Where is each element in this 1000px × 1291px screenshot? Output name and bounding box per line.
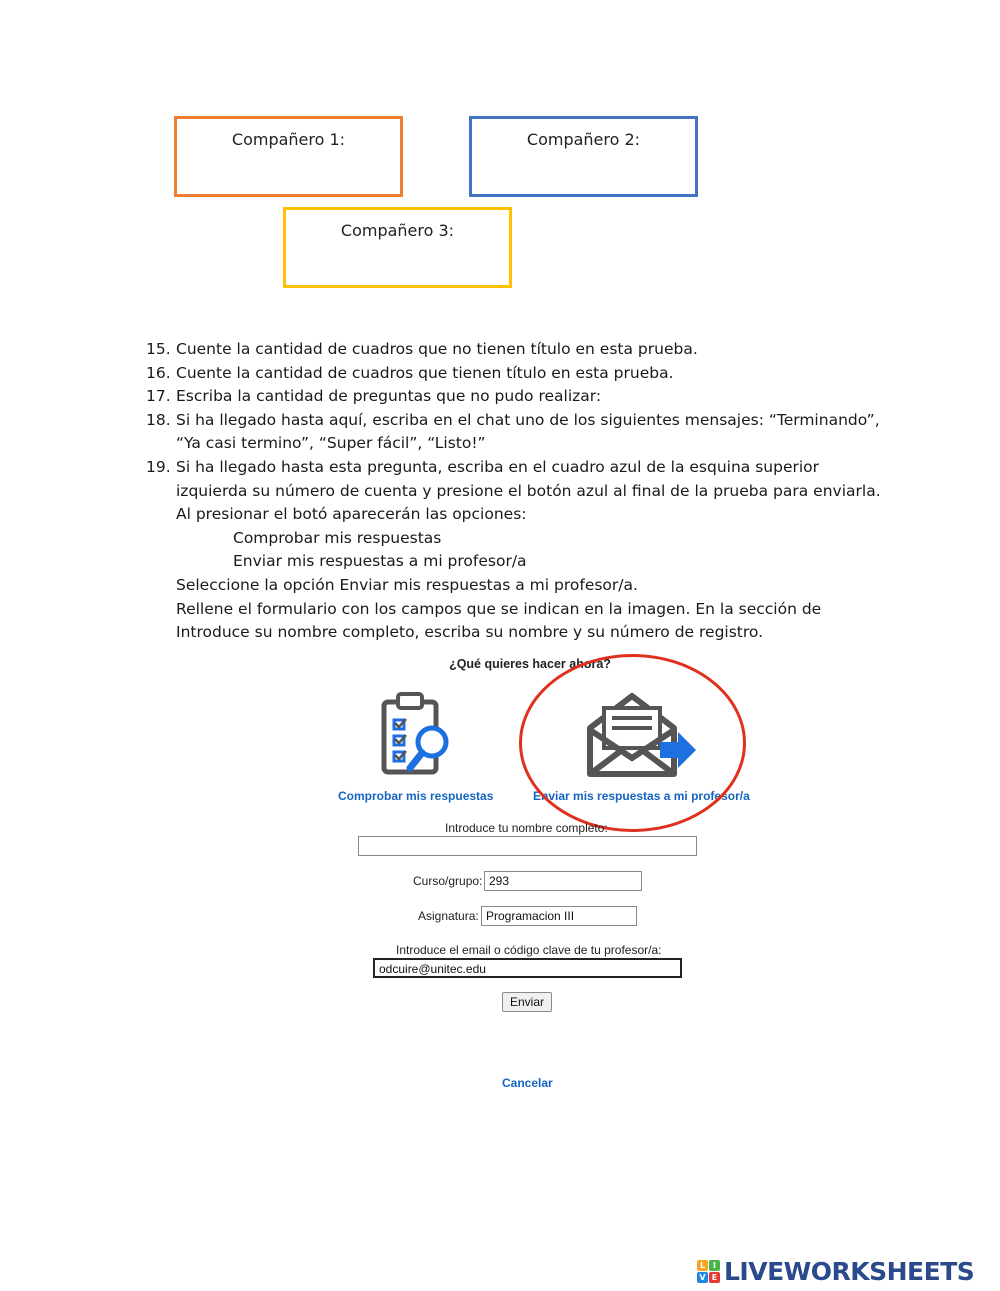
question-item: [146, 456, 886, 645]
course-input[interactable]: 293: [484, 871, 642, 891]
logo-letter: V: [697, 1272, 708, 1283]
companion-1-label: Compañero 1:: [231, 130, 346, 149]
question-number: 18.: [146, 410, 171, 429]
instruction-press: Al presionar el botó aparecerán las opciones:: [176, 505, 527, 524]
question-text: Cuente la cantidad de cuadros que no tienen título en esta prueba.: [176, 340, 698, 358]
name-label: Introduce tu nombre completo:: [445, 821, 608, 835]
subject-input[interactable]: Programacion III: [481, 906, 637, 926]
logo-letter: E: [709, 1272, 720, 1283]
liveworksheets-logo: [697, 1256, 974, 1286]
email-label: Introduce el email o código clave de tu profesor/a:: [396, 943, 662, 957]
send-button[interactable]: Enviar: [502, 992, 552, 1012]
companion-1-box[interactable]: [174, 116, 403, 197]
companion-3-box[interactable]: [283, 207, 512, 288]
logo-letter: L: [697, 1260, 708, 1271]
question-text: Si ha llegado hasta esta pregunta, escriba en el cuadro azul de la esquina superior izquierda su número de cuenta y presione el botón azul al final de la prueba para enviarla.: [176, 457, 881, 500]
instruction-fill: Rellene el formulario con los campos que se indican en la imagen. En la sección de Introduce su nombre completo, escriba su nombre y su número de registro.: [176, 599, 822, 642]
instruction-option-1: Comprobar mis respuestas: [233, 528, 442, 547]
question-item: [146, 338, 886, 362]
question-number: 15.: [146, 340, 171, 358]
companion-3-label: Compañero 3:: [340, 221, 455, 240]
question-text: Escriba la cantidad de preguntas que no pudo realizar:: [176, 387, 602, 406]
question-item: [146, 362, 886, 386]
check-answers-link[interactable]: Comprobar mis respuestas: [338, 789, 494, 803]
logo-letter: I: [709, 1260, 720, 1271]
question-item: [146, 409, 886, 456]
cancel-link[interactable]: Cancelar: [502, 1076, 553, 1090]
email-input[interactable]: odcuire@unitec.edu: [373, 958, 682, 978]
course-label: Curso/grupo:: [413, 874, 483, 888]
instruction-option-2: Enviar mis respuestas a mi profesor/a: [233, 552, 527, 571]
question-number: 19.: [146, 457, 171, 476]
subject-label: Asignatura:: [418, 909, 479, 923]
instruction-select: Seleccione la opción Enviar mis respuestas a mi profesor/a.: [176, 575, 638, 594]
send-answers-link[interactable]: Enviar mis respuestas a mi profesor/a: [533, 789, 750, 803]
name-input[interactable]: [358, 836, 697, 856]
clipboard-check-icon[interactable]: [376, 690, 456, 780]
logo-text: LIVEWORKSHEETS: [724, 1256, 975, 1286]
logo-mark-icon: [697, 1260, 720, 1283]
question-item: [146, 385, 886, 409]
companion-2-box[interactable]: [469, 116, 698, 197]
question-text: Si ha llegado hasta aquí, escriba en el chat uno de los siguientes mensajes: “Terminando”, “Ya casi termino”, “Super fácil”, “Listo!”: [176, 410, 880, 453]
question-number: 16.: [146, 363, 171, 382]
companion-2-label: Compañero 2:: [526, 130, 641, 149]
question-list: [146, 338, 886, 645]
highlight-circle: [519, 654, 746, 832]
dialog-title: ¿Qué quieres hacer ahora?: [449, 657, 611, 671]
question-number: 17.: [146, 387, 171, 406]
question-text: Cuente la cantidad de cuadros que tienen título en esta prueba.: [176, 363, 674, 382]
